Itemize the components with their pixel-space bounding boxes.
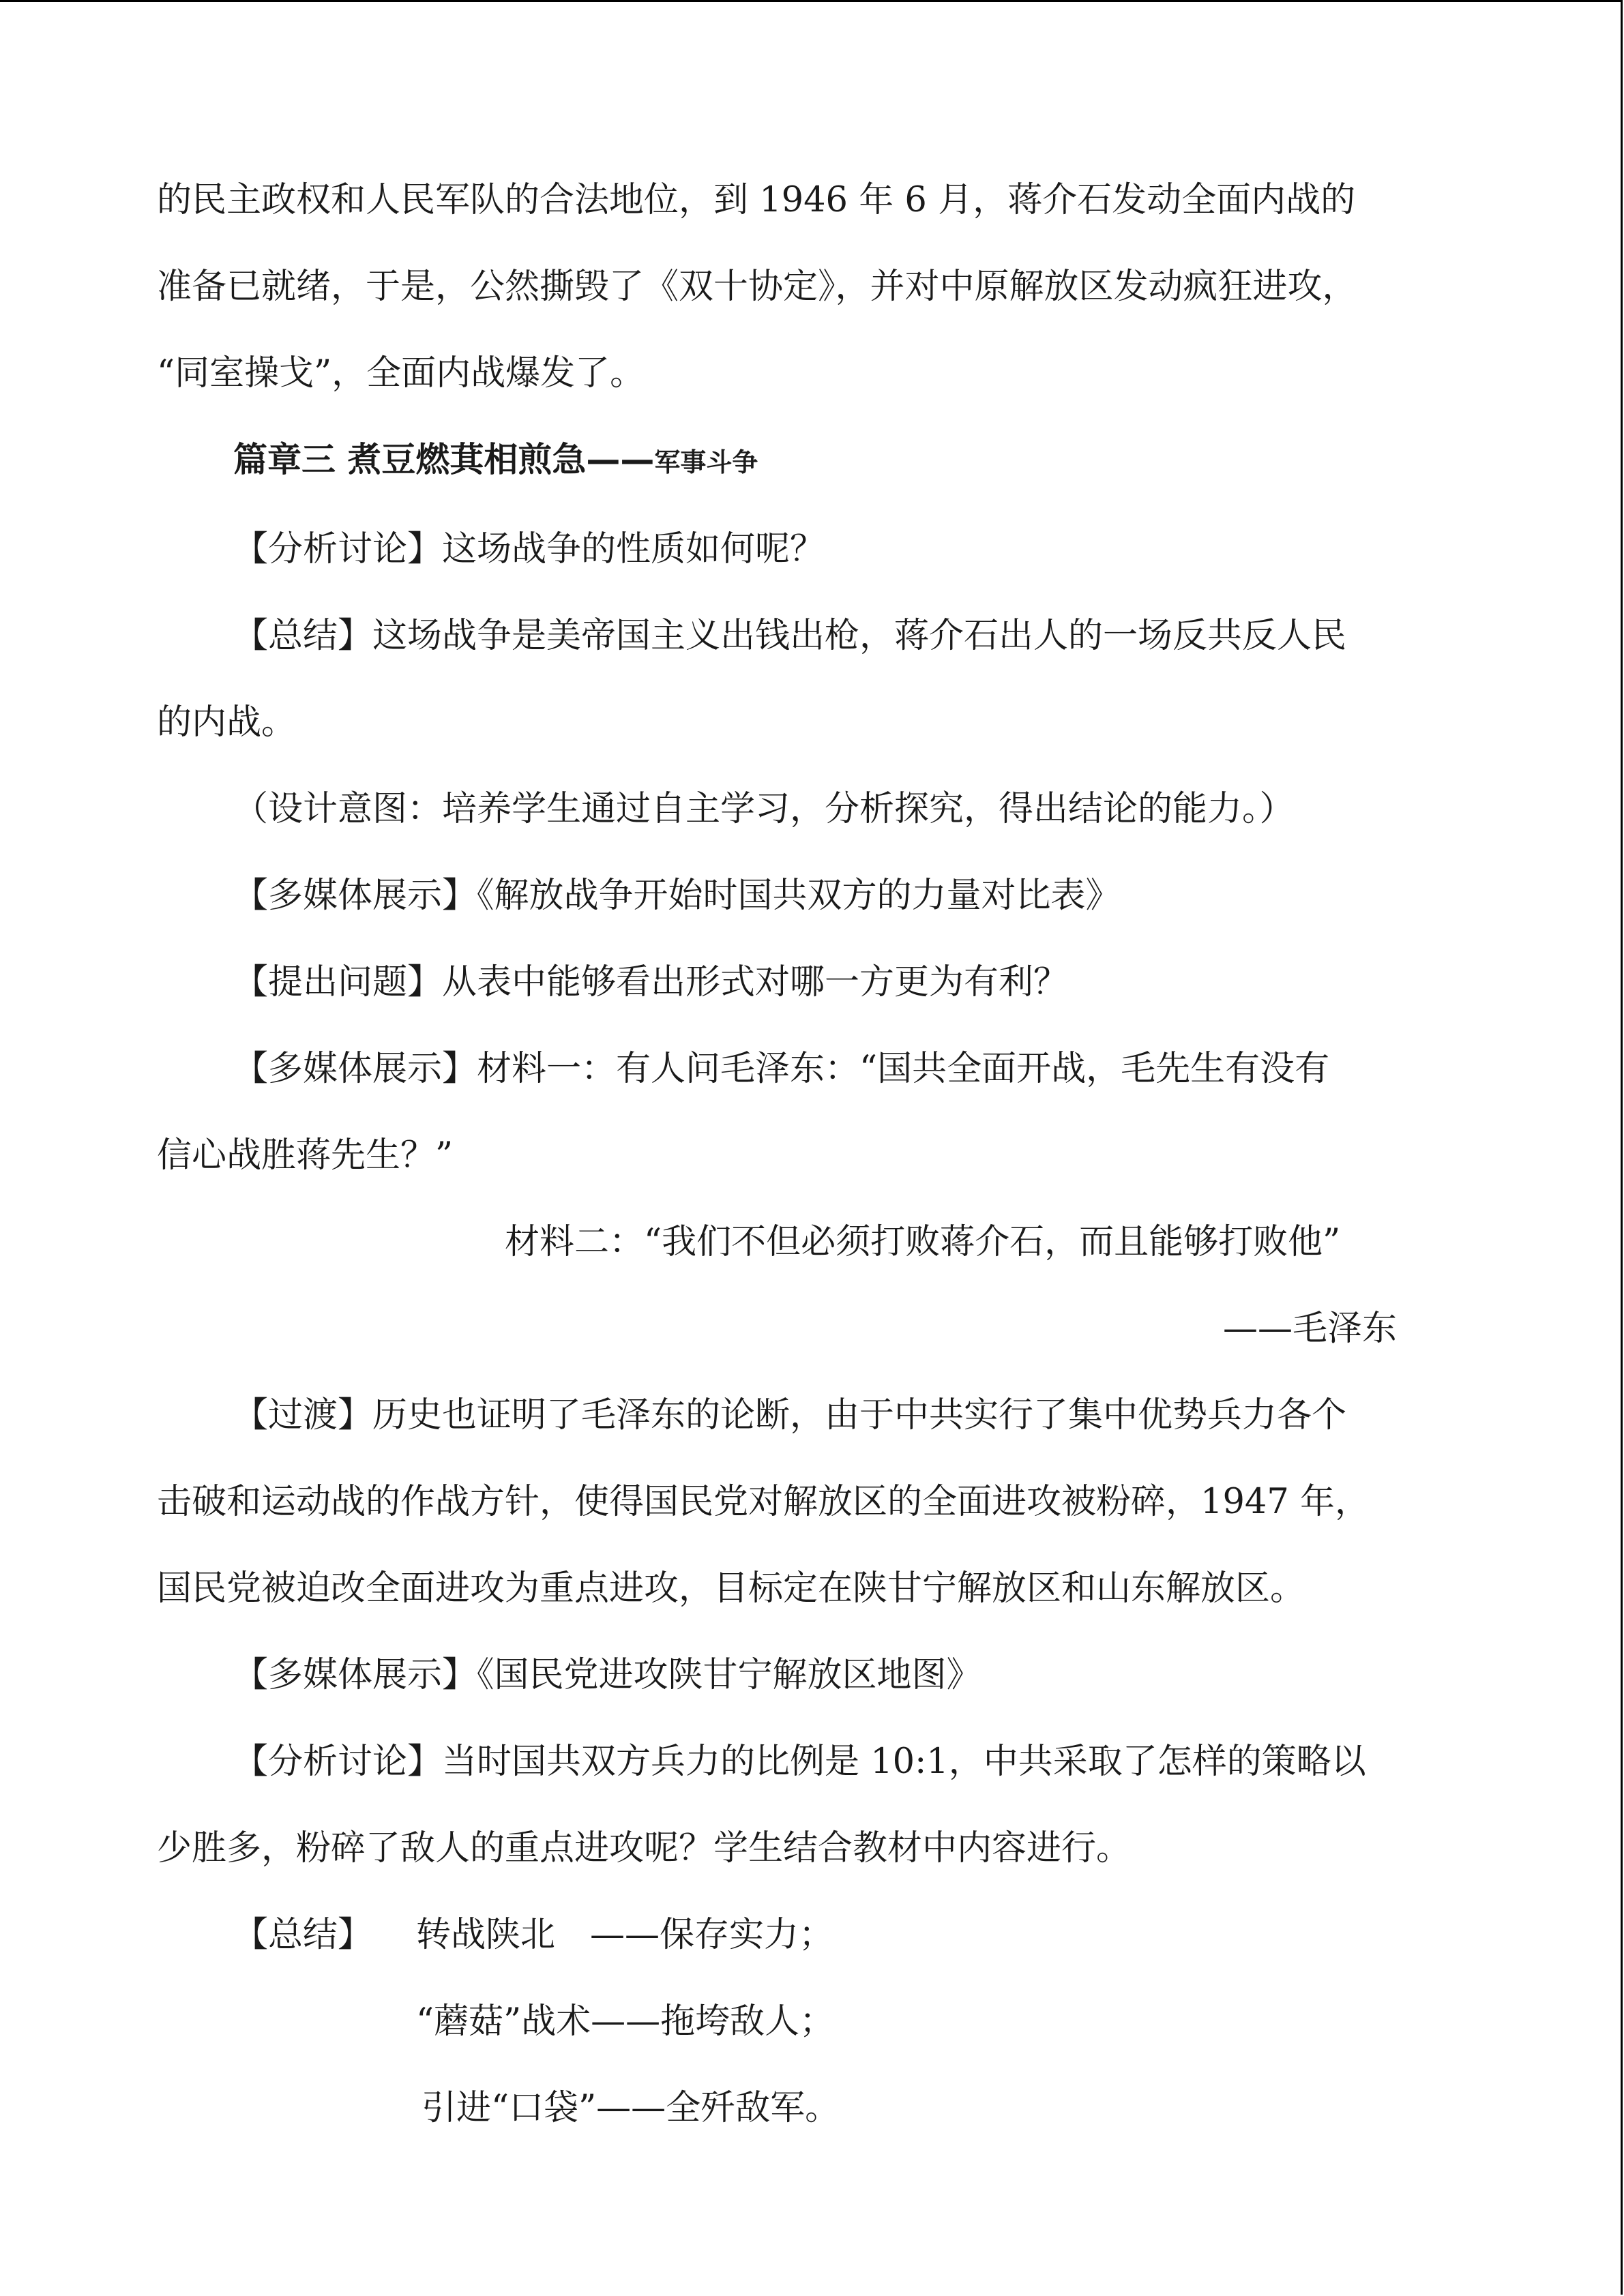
text-line: 击破和运动战的作战方针，使得国民党对解放区的全面进攻被粉碎，1947 年， <box>157 1482 1370 1522</box>
text-line: 信心战胜蒋先生？” <box>157 1135 454 1176</box>
summary-item: “蘑菇”战术——拖垮敌人； <box>416 2001 835 2042</box>
text-line: 准备已就绪，于是，公然撕毁了《双十协定》，并对中原解放区发动疯狂进攻， <box>157 267 1357 307</box>
summary-item: 引进“口袋”——全歼敌军。 <box>422 2088 840 2128</box>
quote-attribution: ——毛泽东 <box>1223 1309 1398 1349</box>
text-line: “同室操戈”，全面内战爆发了。 <box>157 353 645 393</box>
document-page <box>157 157 1460 2151</box>
text-line: 【分析讨论】当时国共双方兵力的比例是 10:1，中共采取了怎样的策略以 <box>233 1742 1366 1782</box>
summary-item: 转战陕北 ——保存实力； <box>416 1915 834 1955</box>
text-line: 【多媒体展示】材料一：有人问毛泽东：“国共全面开战，毛先生有没有 <box>233 1049 1330 1089</box>
heading-main: 篇章三 煮豆燃萁相煎急—— <box>233 440 655 479</box>
summary-line <box>157 1892 1460 1978</box>
quote-line: 材料二：“我们不但必须打败蒋介石，而且能够打败他” <box>505 1222 1341 1262</box>
summary-tag: 【总结】 <box>233 1915 373 1955</box>
text-line: 国民党被迫改全面进攻为重点进攻，目标定在陕甘宁解放区和山东解放区。 <box>157 1568 1305 1609</box>
text-line: 【多媒体展示】《国民党进攻陕甘宁解放区地图》 <box>233 1655 981 1695</box>
text-line: 少胜多，粉碎了敌人的重点进攻呢？学生结合教材中内容进行。 <box>157 1828 1132 1868</box>
text-line: 【多媒体展示】《解放战争开始时国共双方的力量对比表》 <box>233 876 1121 916</box>
text-line: 的内战。 <box>157 702 297 743</box>
text-line: 【过渡】历史也证明了毛泽东的论断，由于中共实行了集中优势兵力各个 <box>233 1395 1347 1435</box>
text-line: 【分析讨论】这场战争的性质如何呢？ <box>233 529 825 569</box>
text-line: 【总结】这场战争是美帝国主义出钱出枪，蒋介石出人的一场反共反人民 <box>233 616 1347 656</box>
heading-subtitle: 军事斗争 <box>654 447 758 477</box>
section-heading <box>157 417 1460 506</box>
text-line: 【提出问题】从表中能够看出形式对哪一方更为有利？ <box>233 962 1069 1002</box>
text-line: （设计意图：培养学生通过自主学习，分析探究，得出结论的能力。） <box>233 789 1295 829</box>
text-line: 的民主政权和人民军队的合法地位，到 1946 年 6 月，蒋介石发动全面内战的 <box>157 180 1356 220</box>
